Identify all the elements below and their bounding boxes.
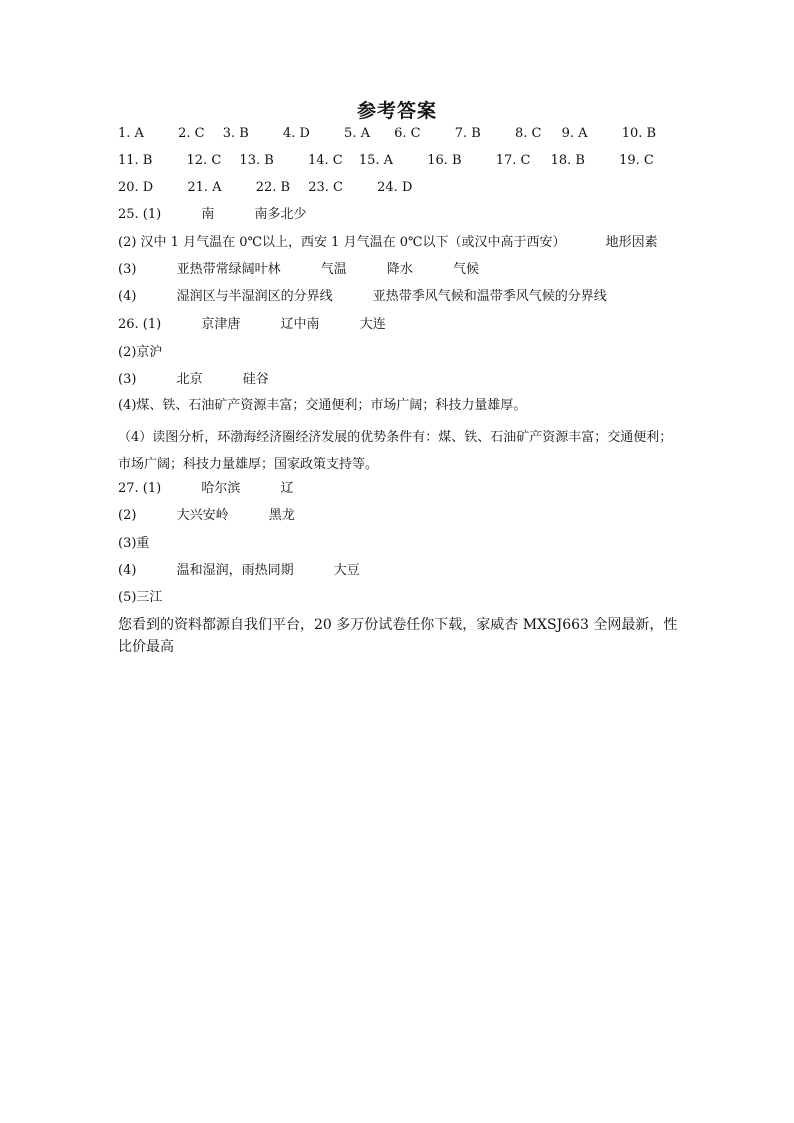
mc-answer: 18. B: [550, 153, 585, 168]
mc-answer: 21. A: [187, 180, 222, 195]
answer-text: 辽中南: [280, 317, 320, 332]
answer-text: 哈尔滨: [201, 481, 241, 496]
question-label: (4): [118, 563, 137, 578]
mc-row-1: [118, 125, 656, 143]
answer-text: 大兴安岭: [176, 508, 229, 523]
mc-row-3: [118, 179, 412, 197]
q26-part2: (2)京沪: [118, 345, 163, 360]
q26-part4-explanation: （4）读图分析，环渤海经济圈经济发展的优势条件有：煤、铁、石油矿产资源丰富；交通便利；市场广阔；科技力量雄厚；国家政策支持等。: [118, 430, 673, 472]
answer-text: 京津唐: [201, 317, 241, 332]
mc-answer: 3. B: [222, 126, 249, 141]
answer-text: 大豆: [333, 563, 360, 578]
q25-part4: [118, 288, 607, 306]
mc-answer: 13. B: [239, 153, 274, 168]
answer-text: 北京: [176, 372, 203, 387]
mc-answer: 6. C: [394, 126, 421, 141]
mc-answer: 17. C: [495, 153, 531, 168]
mc-answer: 20. D: [118, 180, 154, 195]
mc-row-2: [118, 152, 654, 170]
question-label: 27. (1): [118, 481, 162, 496]
promo-text: 您看到的资料都源自我们平台，20 多万份试卷任你下载，家威杏 MXSJ663 全网最新，性比价最高: [118, 617, 678, 655]
q25-part2: [118, 234, 658, 252]
answer-text: 温和湿润，雨热同期: [176, 563, 294, 578]
q25-part3: [118, 261, 479, 279]
mc-answer: 15. A: [358, 153, 394, 168]
answer-text: 气温: [320, 262, 347, 277]
mc-answer: 24. D: [377, 180, 413, 195]
q27-part1: [118, 480, 294, 498]
q26-part1: [118, 316, 386, 334]
mc-answer: 9. A: [561, 126, 588, 141]
mc-answer: 5. A: [344, 126, 370, 141]
question-label: 25. (1): [118, 207, 162, 222]
mc-answer: 14. C: [307, 153, 343, 168]
q27-part2: [118, 507, 295, 525]
answer-text: 亚热带季风气候和温带季风气候的分界线: [372, 289, 607, 304]
mc-answer: 1. A: [118, 126, 144, 141]
question-label: (3): [118, 262, 137, 277]
answer-text: 黑龙: [268, 508, 295, 523]
mc-answer: 7. B: [454, 126, 481, 141]
q26-part3: [118, 371, 269, 389]
q25-part1: [118, 206, 307, 224]
answer-text: 大连: [359, 317, 386, 332]
mc-answer: 11. B: [118, 153, 153, 168]
answer-text: 气候: [453, 262, 480, 277]
q27-part5: (5)三江: [118, 590, 163, 605]
answer-text: 硅谷: [242, 372, 269, 387]
mc-answer: 23. C: [308, 180, 343, 195]
answer-text: 降水: [386, 262, 413, 277]
mc-answer: 8. C: [514, 126, 542, 141]
mc-answer: 22. B: [255, 180, 291, 195]
mc-answer: 19. C: [619, 153, 654, 168]
answer-text: 湿润区与半湿润区的分界线: [176, 289, 333, 304]
question-label: (4): [118, 289, 137, 304]
q27-part3: (3)重: [118, 536, 150, 551]
mc-answer: 4. D: [282, 126, 310, 141]
answer-text: 亚热带常绿阔叶林: [176, 262, 281, 277]
answer-text: 南多北少: [254, 207, 307, 222]
answer-text: 南: [201, 207, 215, 222]
mc-answer: 12. C: [186, 153, 222, 168]
question-label: (3): [118, 372, 137, 387]
answer-text: (2) 汉中 1 月气温在 0℃以上，西安 1 月气温在 0℃以下（或汉中高于西安）: [118, 235, 566, 250]
q27-part4: [118, 562, 360, 580]
question-label: (2): [118, 508, 137, 523]
answer-text: 地形因素: [605, 235, 658, 250]
mc-answer: 16. B: [427, 153, 462, 168]
page-title: 参考答案: [356, 100, 437, 122]
mc-answer: 10. B: [621, 126, 657, 141]
question-label: 26. (1): [118, 317, 162, 332]
q26-part4: (4)煤、铁、石油矿产资源丰富；交通便利；市场广阔；科技力量雄厚。: [118, 398, 527, 413]
mc-answer: 2. C: [178, 126, 205, 141]
answer-text: 辽: [280, 481, 294, 496]
